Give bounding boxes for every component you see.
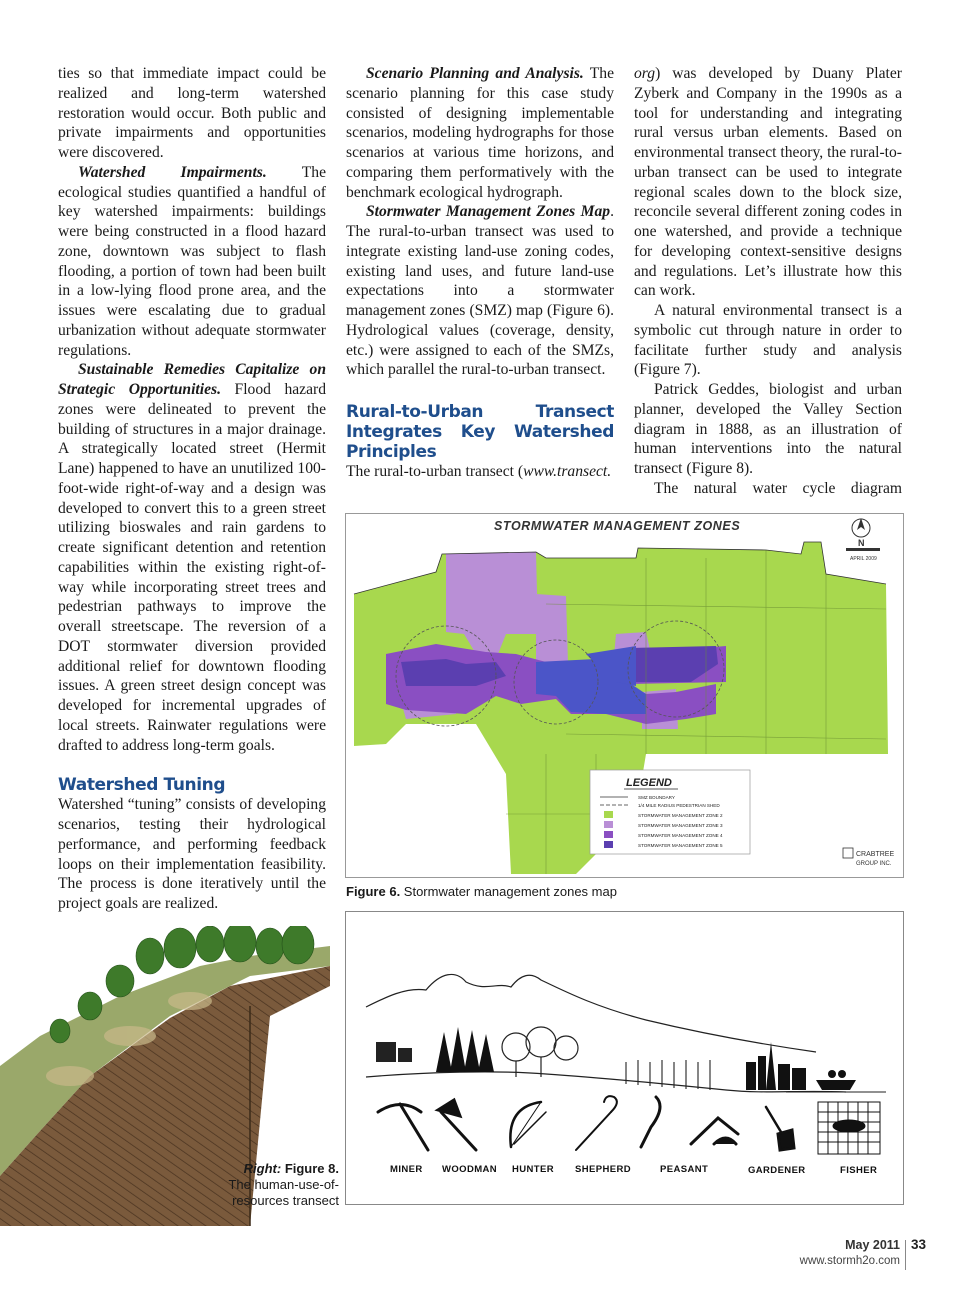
- caption-heading: [200, 1161, 339, 1177]
- caption-right-marker: Right:: [243, 1161, 282, 1176]
- north-label: N: [858, 538, 865, 548]
- legend-item: 1/4 MILE RADIUS PEDESTRIAN SHED: [638, 803, 720, 808]
- page-footer: [760, 1238, 930, 1274]
- paragraph: Watershed “tuning” consists of developing scenarios, testing their hydrological performance, and performing feedback loops on their implementation feasibility. The process is done iteratively until the project goals are realized.: [58, 796, 326, 912]
- paragraph-body: Flood hazard zones were delineated to prevent the building of structures in a major drainage. A strategically located street (Hermit Lane) happened to have an unutilized 100-foot-wide right-of-way and a design was developed to convert this to a green street utilizing bioswales and rain gardens to create significant detention and retention capabilities within the existing right-of-way while incorporating street trees and pedestrian pathways to improve the overall streetscape. The reversion of a DOT stormwater diversion provided additional relief for downtown flooding issues. A green street design concept was developed for incremental upgrades of local streets. Rainwater regulations were drafted to address long-term goals.: [58, 381, 327, 754]
- label-shepherd: SHEPHERD: [575, 1164, 631, 1175]
- paragraph: [346, 64, 614, 202]
- map-date: APRIL 2009: [850, 556, 877, 562]
- page-number: 33: [910, 1237, 926, 1252]
- footer-url: www.stormh2o.com: [799, 1255, 900, 1267]
- column-2: [346, 64, 614, 482]
- paragraph: A natural environmental transect is a symbolic cut through nature in order to facilitate further study and analysis (Figure 7).: [634, 302, 902, 379]
- section-heading: Watershed Tuning: [58, 775, 226, 796]
- paragraph: [58, 163, 326, 361]
- run-in-heading: Stormwater Management Zones Map: [366, 203, 611, 221]
- transect-link: www.transect.: [523, 463, 612, 480]
- run-in-heading: Scenario Planning and Analysis.: [366, 65, 584, 82]
- legend-item: STORMWATER MANAGEMENT ZONE 3: [638, 823, 723, 828]
- valley-graphic: [346, 912, 903, 1204]
- label-fisher: FISHER: [840, 1165, 878, 1176]
- transect-link: org: [634, 65, 656, 82]
- legend-item: STORMWATER MANAGEMENT ZONE 2: [638, 813, 723, 818]
- paragraph: The natural water cycle diagram: [654, 479, 902, 497]
- label-gardener: GARDENER: [748, 1165, 806, 1176]
- paragraph: [634, 64, 902, 301]
- logo-line-1: CRABTREE: [856, 851, 895, 858]
- stormwater-zones-map: [345, 513, 904, 878]
- caption-text: The human-use-of-resources transect: [228, 1177, 339, 1208]
- paragraph-body: The ecological studies quantified a handful of key watershed impairments: buildings were being constructed in a flood hazard zone, downtown was subject to flash flooding, a portion of town had been built in a low-lying flood prone area, and the issues were escalating due to gradual urbanization without adequate stormwater regulations.: [58, 163, 326, 359]
- column-1: [58, 64, 326, 914]
- logo-line-2: GROUP INC.: [856, 861, 892, 867]
- caption-label: Figure 8.: [281, 1161, 339, 1176]
- paragraph-body: The rural-to-urban transect (: [346, 463, 524, 480]
- section-heading: Rural-to-Urban Transect Integrates Key Watershed Principles: [346, 402, 614, 462]
- label-miner: MINER: [390, 1164, 423, 1175]
- figure-6-caption: [346, 884, 906, 900]
- valley-section-diagram: [345, 911, 904, 1205]
- caption-label: Figure 6.: [346, 884, 401, 899]
- figure-8-caption: [200, 1161, 339, 1209]
- legend-item: SMZ BOUNDARY: [638, 795, 675, 800]
- legend-swatch: [604, 811, 613, 818]
- paragraph: [58, 360, 326, 755]
- legend-swatch: [604, 831, 613, 838]
- run-in-heading: Watershed Impairments.: [78, 163, 267, 181]
- paragraph-body: ) was developed by Duany Plater Zyberk and Company in the 1990s as a tool for understanding and integrating rural versus urban elements. Based on environmental transect theory, the rural-to-urban transect can be used to integrate regional scales down to the block size, reconcile several different zoning codes in one watershed, and provide a technique for developing context-sensitive designs and regulations. Let’s illustrate how this can work.: [634, 65, 902, 300]
- column-3: [634, 64, 902, 499]
- legend-item: STORMWATER MANAGEMENT ZONE 4: [638, 833, 723, 838]
- label-woodman: WOODMAN: [442, 1164, 498, 1175]
- paragraph: [346, 202, 614, 380]
- caption-text: Stormwater management zones map: [400, 884, 617, 899]
- map-legend: [590, 770, 750, 854]
- label-hunter: HUNTER: [512, 1164, 554, 1175]
- map-graphic: [346, 514, 903, 877]
- footer-date: May 2011: [845, 1238, 900, 1252]
- run-in-heading: Sustainable Remedies Capitalize on Strategic Opportunities.: [58, 361, 326, 398]
- legend-title: LEGEND: [626, 777, 672, 789]
- legend-swatch: [604, 841, 613, 848]
- paragraph-body: The scenario planning for this case study consisted of designing implementable scenarios, modeling hydrographs for those scenarios at various time horizons, and comparing them performatively with the benchmark ecological hydrograph.: [346, 65, 614, 201]
- map-title: STORMWATER MANAGEMENT ZONES: [494, 519, 741, 533]
- paragraph: Patrick Geddes, biologist and urban planner, developed the Valley Section diagram in 1888, as an illustration of human interventions into the natural transect (Figure 8).: [634, 381, 902, 477]
- paragraph: ties so that immediate impact could be realized and long-term watershed restoration would occur. Both public and private impairments and opportunities were discovered.: [58, 65, 326, 161]
- legend-swatch: [604, 821, 613, 828]
- paragraph: [346, 462, 614, 482]
- paragraph-body: . The rural-to-urban transect was used to integrate existing land-use zoning codes, existing land uses, and future land-use expectations into a stormwater management zones (SMZ) map (Figure 6). Hydrological values (coverage, density, etc.) were assigned to each of the SMZs, which parallel the rural-to-urban transect.: [346, 203, 614, 379]
- legend-item: STORMWATER MANAGEMENT ZONE 5: [638, 843, 723, 848]
- label-peasant: PEASANT: [660, 1164, 709, 1175]
- footer-divider: [905, 1240, 906, 1270]
